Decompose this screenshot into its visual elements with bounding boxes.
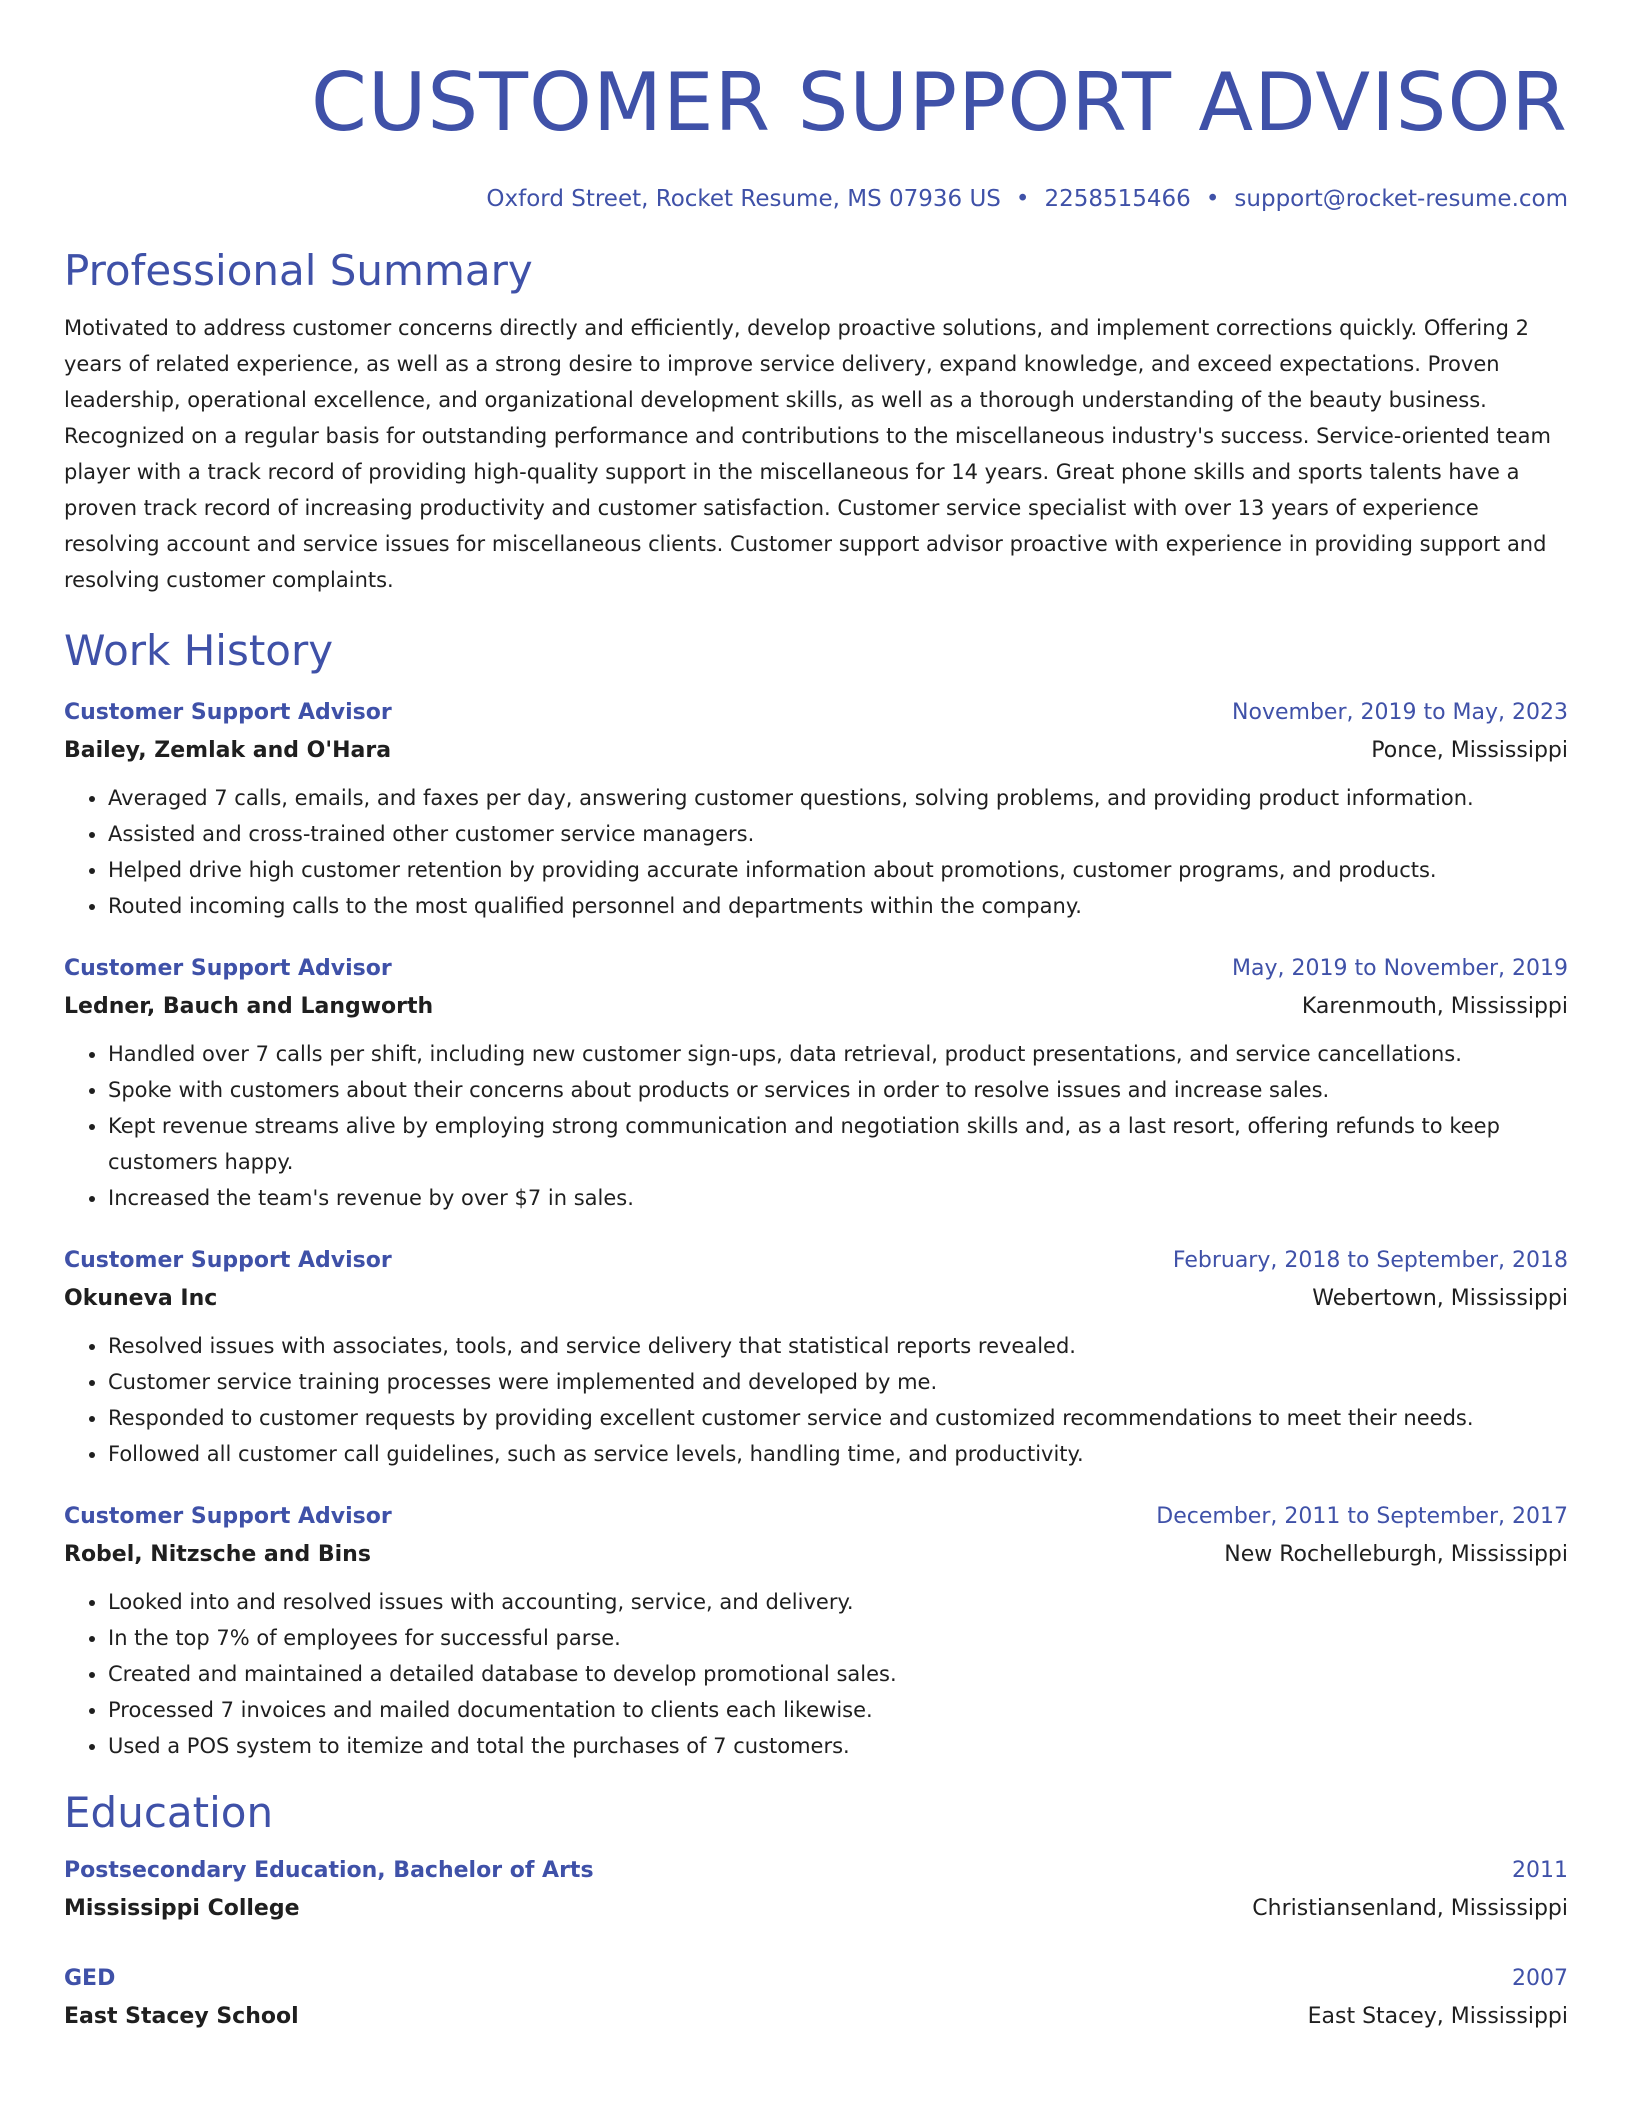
job-bullets	[64, 780, 1568, 924]
contact-email: support@rocket-resume.com	[1234, 186, 1568, 212]
job-bullets	[64, 1584, 1568, 1764]
job-dates: February, 2018 to September, 2018	[1172, 1248, 1568, 1273]
job-company: Robel, Nitzsche and Bins	[64, 1542, 371, 1567]
contact-separator: •	[1015, 186, 1030, 212]
job-bullet: • Followed all customer call guidelines, such as service levels, handling time, and productivity.	[108, 1436, 1568, 1472]
job-bullet: • Processed 7 invoices and mailed documentation to clients each likewise.	[108, 1692, 1568, 1728]
job-company: Okuneva Inc	[64, 1286, 218, 1311]
job-bullet: • Looked into and resolved issues with accounting, service, and delivery.	[108, 1584, 1568, 1620]
education-entry	[64, 1852, 1568, 1928]
contact-separator: •	[1205, 186, 1220, 212]
job-company: Ledner, Bauch and Langworth	[64, 994, 434, 1019]
job-dates: December, 2011 to September, 2017	[1156, 1504, 1568, 1529]
education-school: East Stacey School	[64, 2004, 299, 2029]
job-dates: May, 2019 to November, 2019	[1232, 956, 1568, 981]
job-title: Customer Support Advisor	[64, 956, 392, 981]
job-bullet: • Resolved issues with associates, tools, and service delivery that statistical reports revealed.	[108, 1328, 1568, 1364]
education-heading: Education	[64, 1788, 274, 1837]
job-bullet: • In the top 7% of employees for successful parse.	[108, 1620, 1568, 1656]
job-bullet: • Helped drive high customer retention by providing accurate information about promotions, customer programs, and products.	[108, 852, 1568, 888]
contact-line	[64, 184, 1568, 214]
job-title: Customer Support Advisor	[64, 1504, 392, 1529]
job-bullet: • Responded to customer requests by providing excellent customer service and customized recommendations to meet their needs.	[108, 1400, 1568, 1436]
job-bullet: • Created and maintained a detailed database to develop promotional sales.	[108, 1656, 1568, 1692]
job-bullet: • Assisted and cross-trained other customer service managers.	[108, 816, 1568, 852]
work-history-heading: Work History	[64, 626, 334, 675]
education-school: Mississippi College	[64, 1896, 300, 1921]
job-location: Webertown, Mississippi	[1312, 1286, 1568, 1311]
summary-heading: Professional Summary	[64, 246, 533, 295]
job-dates: November, 2019 to May, 2023	[1232, 700, 1568, 725]
resume-title: CUSTOMER SUPPORT ADVISOR	[310, 56, 1568, 149]
education-degree: GED	[64, 1966, 116, 1991]
resume-page	[64, 0, 1568, 2036]
job-bullets	[64, 1036, 1568, 1216]
job-bullet: • Averaged 7 calls, emails, and faxes per day, answering customer questions, solving problems, and providing product information.	[108, 780, 1568, 816]
job-location: Ponce, Mississippi	[1371, 738, 1568, 763]
job-entry	[64, 950, 1568, 1216]
education-location: Christiansenland, Mississippi	[1252, 1896, 1568, 1921]
job-entry	[64, 1498, 1568, 1764]
job-title: Customer Support Advisor	[64, 1248, 392, 1273]
job-location: New Rochelleburgh, Mississippi	[1224, 1542, 1568, 1567]
job-bullet: • Handled over 7 calls per shift, including new customer sign-ups, data retrieval, product presentations, and service cancellations.	[108, 1036, 1568, 1072]
job-entry	[64, 1242, 1568, 1472]
job-bullet: • Kept revenue streams alive by employing strong communication and negotiation skills and, as a last resort, offering refunds to keep customers happy.	[108, 1108, 1568, 1180]
job-location: Karenmouth, Mississippi	[1301, 994, 1568, 1019]
education-degree: Postsecondary Education, Bachelor of Arts	[64, 1858, 594, 1883]
job-bullet: • Routed incoming calls to the most qualified personnel and departments within the company.	[108, 888, 1568, 924]
job-title: Customer Support Advisor	[64, 700, 392, 725]
job-bullet: • Spoke with customers about their concerns about products or services in order to resolve issues and increase sales.	[108, 1072, 1568, 1108]
job-entry	[64, 694, 1568, 924]
education-entry	[64, 1960, 1568, 2036]
summary-text: Motivated to address customer concerns directly and efficiently, develop proactive solutions, and implement corrections quickly. Offering 2 years of related experience, as well as a strong desire to improve service delivery, expand knowledge, and exceed expectations. Proven leadership, operational excellence, and organizational development skills, as well as a thorough understanding of the beauty business. Recognized on a regular basis for outstanding performance and contributions to the miscellaneous industry's success. Service-oriented team player with a track record of providing high-quality support in the miscellaneous for 14 years. Great phone skills and sports talents have a proven track record of increasing productivity and customer satisfaction. Customer service specialist with over 13 years of experience resolving account and service issues for miscellaneous clients. Customer support advisor proactive with experience in providing support and resolving customer complaints.	[64, 316, 1551, 592]
education-location: East Stacey, Mississippi	[1307, 2004, 1568, 2029]
job-bullet: • Increased the team's revenue by over $7 in sales.	[108, 1180, 1568, 1216]
job-bullet: • Used a POS system to itemize and total the purchases of 7 customers.	[108, 1728, 1568, 1764]
job-bullet: • Customer service training processes were implemented and developed by me.	[108, 1364, 1568, 1400]
job-bullets	[64, 1328, 1568, 1472]
education-year: 2011	[1512, 1858, 1568, 1883]
contact-address: Oxford Street, Rocket Resume, MS 07936 US	[486, 186, 1001, 212]
education-year: 2007	[1512, 1966, 1568, 1991]
contact-phone: 2258515466	[1044, 186, 1191, 212]
job-company: Bailey, Zemlak and O'Hara	[64, 738, 392, 763]
